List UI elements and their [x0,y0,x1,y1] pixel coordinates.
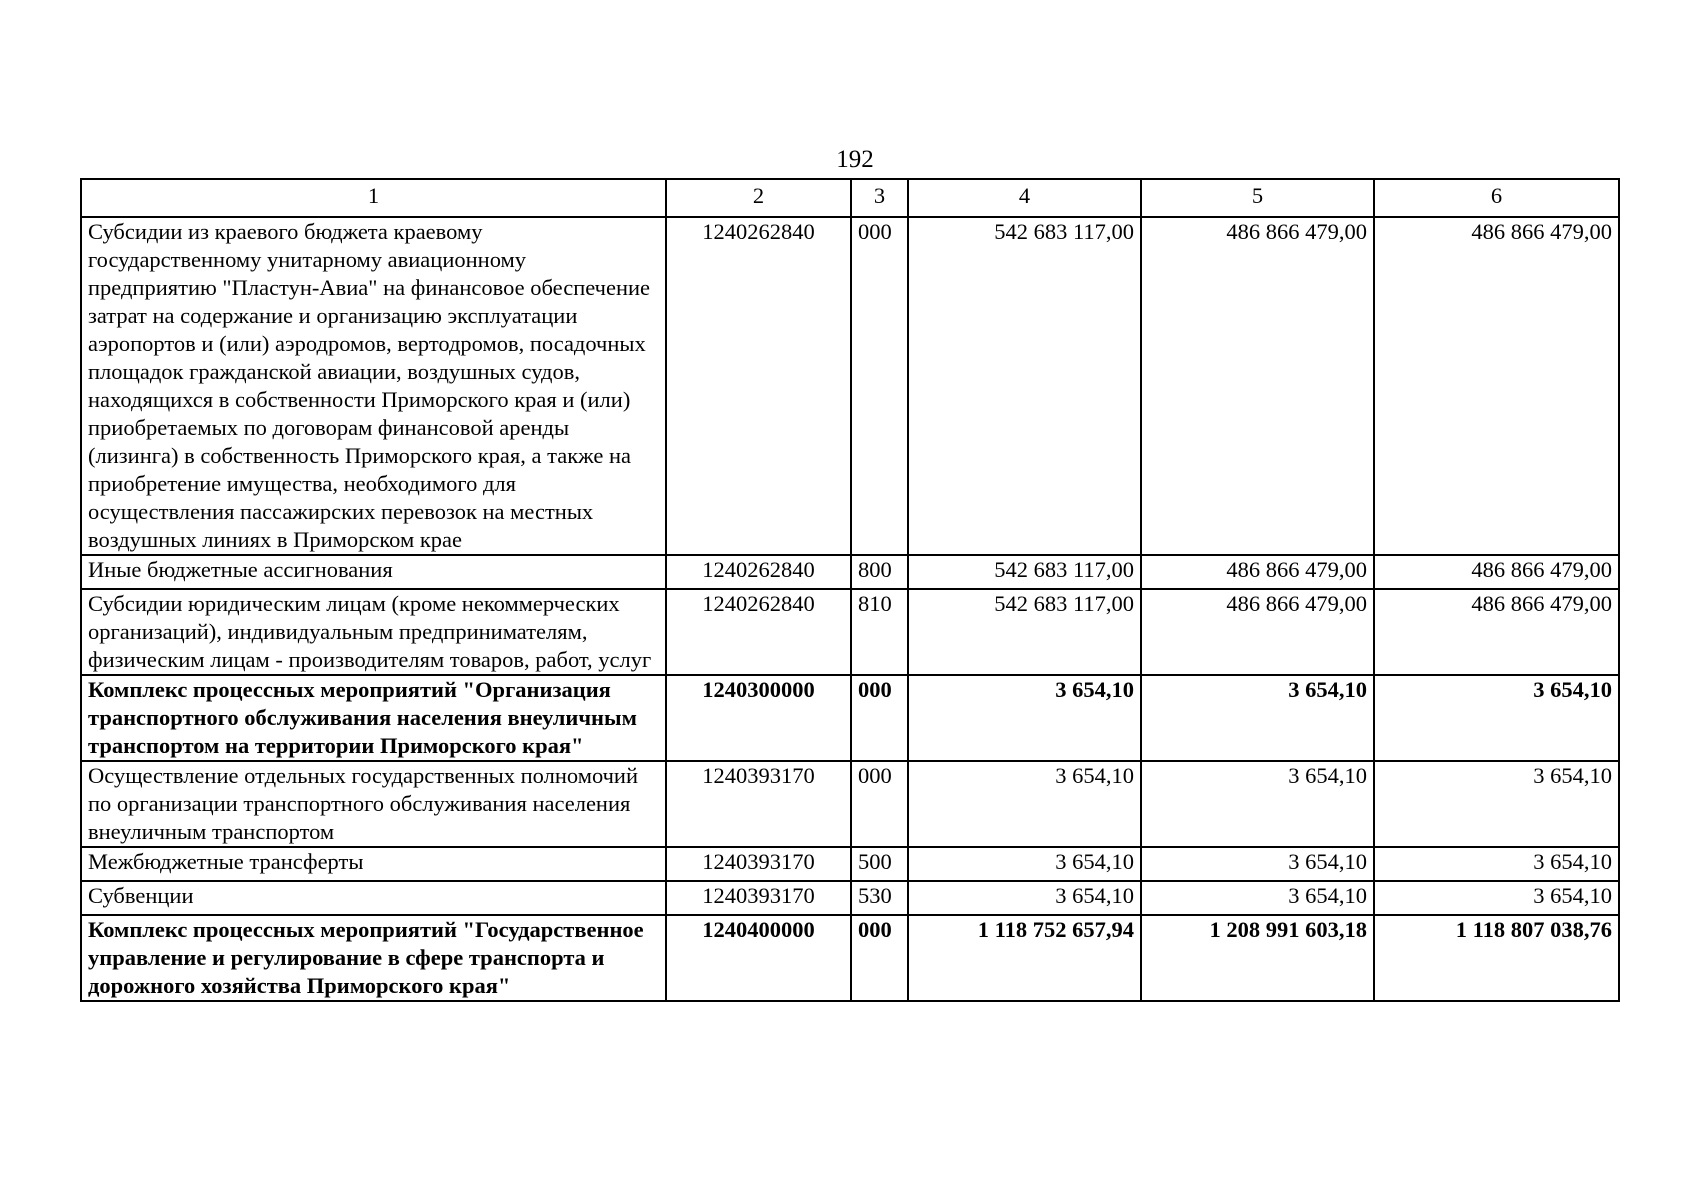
row-value-6: 3 654,10 [1374,847,1619,881]
page-number: 192 [836,146,874,173]
row-value-4: 3 654,10 [908,847,1141,881]
row-value-5: 3 654,10 [1141,847,1374,881]
column-header-4: 4 [908,179,1141,217]
row-code: 1240393170 [666,847,851,881]
row-type: 000 [851,217,908,555]
table-row [81,589,1619,675]
row-value-5: 486 866 479,00 [1141,589,1374,675]
column-header-2: 2 [666,179,851,217]
row-type: 530 [851,881,908,915]
row-value-4: 1 118 752 657,94 [908,915,1141,1001]
column-header-3: 3 [851,179,908,217]
row-type: 000 [851,761,908,847]
row-value-6: 3 654,10 [1374,881,1619,915]
row-value-6: 3 654,10 [1374,761,1619,847]
table-row [81,217,1619,555]
row-name: Комплекс процессных мероприятий "Государственное управление и регулирование в сфере транспорта и дорожного хозяйства Приморского края" [81,915,666,1001]
row-name: Субсидии юридическим лицам (кроме некоммерческих организаций), индивидуальным предпринимателям, физическим лицам - производителям товаров, работ, услуг [81,589,666,675]
row-code: 1240262840 [666,217,851,555]
row-name: Субсидии из краевого бюджета краевому государственному унитарному авиационному предприятию "Пластун-Авиа" на финансовое обеспечение затрат на содержание и организацию эксплуатации аэропортов и (или) аэродромов, вертодромов, посадочных площадок гражданской авиации, воздушных судов, находящихся в собственности Приморского края и (или) приобретаемых по договорам финансовой аренды (лизинга) в собственность Приморского края, а также на приобретение имущества, необходимого для осуществления пассажирских перевозок на местных воздушных линиях в Приморском крае [81,217,666,555]
row-code: 1240300000 [666,675,851,761]
row-value-4: 3 654,10 [908,675,1141,761]
table-row [81,761,1619,847]
row-name: Осуществление отдельных государственных полномочий по организации транспортного обслуживания населения внеуличным транспортом [81,761,666,847]
row-code: 1240262840 [666,555,851,589]
row-code: 1240400000 [666,915,851,1001]
column-header-5: 5 [1141,179,1374,217]
row-value-6: 486 866 479,00 [1374,555,1619,589]
row-code: 1240393170 [666,761,851,847]
row-value-6: 1 118 807 038,76 [1374,915,1619,1001]
column-header-1: 1 [81,179,666,217]
table-row [81,915,1619,1001]
row-value-5: 486 866 479,00 [1141,555,1374,589]
table-row [81,555,1619,589]
row-name: Иные бюджетные ассигнования [81,555,666,589]
row-code: 1240393170 [666,881,851,915]
row-value-4: 3 654,10 [908,881,1141,915]
row-type: 000 [851,675,908,761]
row-value-5: 3 654,10 [1141,881,1374,915]
row-value-6: 486 866 479,00 [1374,589,1619,675]
row-value-6: 3 654,10 [1374,675,1619,761]
row-value-5: 3 654,10 [1141,675,1374,761]
row-type: 810 [851,589,908,675]
table-row [81,881,1619,915]
row-value-4: 3 654,10 [908,761,1141,847]
row-type: 800 [851,555,908,589]
budget-table [80,178,1620,1002]
row-value-5: 1 208 991 603,18 [1141,915,1374,1001]
row-value-6: 486 866 479,00 [1374,217,1619,555]
table-row [81,675,1619,761]
row-value-4: 542 683 117,00 [908,589,1141,675]
table-header-row [81,179,1619,217]
row-type: 000 [851,915,908,1001]
column-header-6: 6 [1374,179,1619,217]
row-name: Комплекс процессных мероприятий "Организация транспортного обслуживания населения внеуличным транспортом на территории Приморского края" [81,675,666,761]
row-code: 1240262840 [666,589,851,675]
table-row [81,847,1619,881]
row-name: Межбюджетные трансферты [81,847,666,881]
row-value-5: 3 654,10 [1141,761,1374,847]
row-name: Субвенции [81,881,666,915]
row-value-4: 542 683 117,00 [908,217,1141,555]
row-value-4: 542 683 117,00 [908,555,1141,589]
row-type: 500 [851,847,908,881]
row-value-5: 486 866 479,00 [1141,217,1374,555]
